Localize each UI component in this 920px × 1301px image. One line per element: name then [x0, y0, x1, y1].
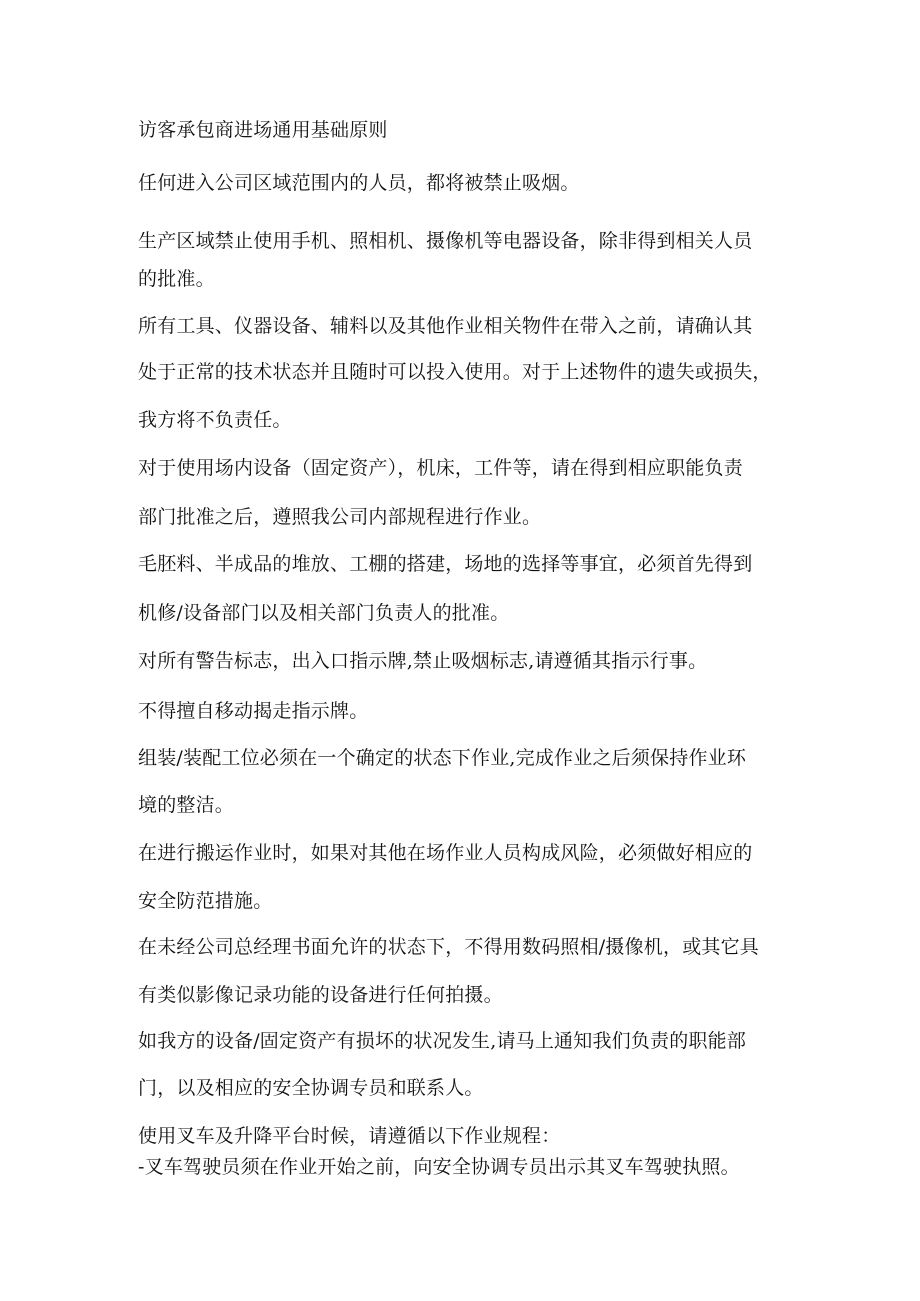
paragraph-line: 处于正常的技术状态并且随时可以投入使用。对于上述物件的遗失或损失， [138, 361, 772, 383]
paragraph-line: 在进行搬运作业时，如果对其他在场作业人员构成风险，必须做好相应的 [138, 842, 753, 864]
paragraph-line: 境的整洁。 [138, 794, 235, 816]
paragraph-line: 不得擅自移动揭走指示牌。 [138, 700, 369, 722]
paragraph-line: 任何进入公司区域范围内的人员，都将被禁止吸烟。 [138, 172, 580, 194]
paragraph-line: 对于使用场内设备（固定资产），机床，工件等，请在得到相应职能负责 [138, 457, 743, 479]
paragraph-line: 使用叉车及升降平台时候，请遵循以下作业规程： [138, 1125, 561, 1147]
paragraph-line: 在未经公司总经理书面允许的状态下，不得用数码照相/摄像机，或其它具 [138, 936, 760, 958]
paragraph-line: 生产区域禁止使用手机、照相机、摄像机等电器设备，除非得到相关人员 [138, 230, 753, 252]
paragraph-line: 安全防范措施。 [138, 890, 273, 912]
document-title: 访客承包商进场通用基础原则 [138, 119, 388, 141]
paragraph-line: 部门批准之后，遵照我公司内部规程进行作业。 [138, 506, 542, 528]
paragraph-line: 机修/设备部门以及相关部门负责人的批准。 [138, 602, 510, 624]
paragraph-line: 门，以及相应的安全协调专员和联系人。 [138, 1077, 484, 1099]
paragraph-line: 有类似影像记录功能的设备进行任何拍摄。 [138, 984, 503, 1006]
paragraph-line: -叉车驾驶员须在作业开始之前，向安全协调专员出示其叉车驾驶执照。 [138, 1156, 740, 1178]
paragraph-line: 如我方的设备/固定资产有损坏的状况发生,请马上通知我们负责的职能部 [138, 1030, 747, 1052]
paragraph-line: 组装/装配工位必须在一个确定的状态下作业,完成作业之后须保持作业环 [138, 747, 747, 769]
paragraph-line: 对所有警告标志，出入口指示牌,禁止吸烟标志,请遵循其指示行事。 [138, 650, 708, 672]
paragraph-line: 我方将不负责任。 [138, 409, 292, 431]
paragraph-line: 所有工具、仪器设备、辅料以及其他作业相关物件在带入之前，请确认其 [138, 315, 753, 337]
paragraph-line: 的批准。 [138, 268, 215, 290]
paragraph-line: 毛胚料、半成品的堆放、工棚的搭建，场地的选择等事宜，必须首先得到 [138, 553, 753, 575]
